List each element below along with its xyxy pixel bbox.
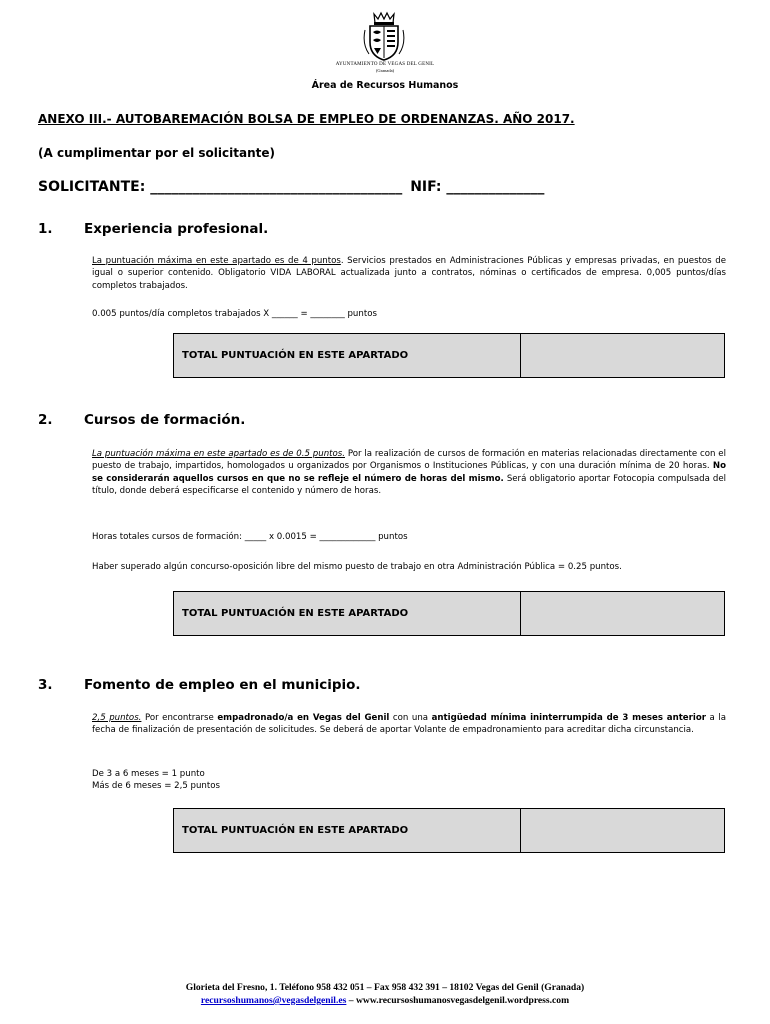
section-2-text-bold: No se considerarán aquellos cursos en que no se refleje el número de horas del mismo. bbox=[92, 461, 726, 484]
organization-name: AYUNTAMIENTO DE VEGAS DEL GENIL bbox=[335, 62, 435, 67]
footer-contact bbox=[100, 995, 670, 1006]
section-2-text-b: Será obligatorio aportar Fotocopia compulsada del título, donde deberá especificarse el contenido y número de horas. bbox=[92, 473, 726, 497]
section-3-bold-a: empadronado/a en Vegas del Genil bbox=[217, 713, 390, 723]
section-2-total-label: TOTAL PUNTUACIÓN EN ESTE APARTADO bbox=[174, 592, 521, 635]
coat-of-arms-logo bbox=[359, 10, 409, 62]
section-3-text-b: con una bbox=[389, 713, 432, 723]
section-1-lead: La puntuación máxima en este apartado es de 4 puntos bbox=[92, 256, 341, 266]
department-name: Área de Recursos Humanos bbox=[311, 80, 459, 91]
section-1-title: Experiencia profesional. bbox=[84, 221, 269, 237]
applicant-field[interactable]: SOLICITANTE: ____________________________________ bbox=[38, 179, 403, 195]
document-subtitle: (A cumplimentar por el solicitante) bbox=[38, 146, 275, 160]
section-3-bold-b: antigüedad mínima ininterrumpida de 3 meses anterior bbox=[431, 713, 706, 723]
section-1-number: 1. bbox=[38, 221, 53, 237]
section-2-number: 2. bbox=[38, 412, 53, 428]
section-3-lead: 2,5 puntos. bbox=[92, 713, 142, 723]
section-1-total-box bbox=[173, 333, 725, 378]
section-2-total-input[interactable] bbox=[521, 592, 724, 635]
section-3-option-1: De 3 a 6 meses = 1 punto bbox=[92, 769, 205, 779]
section-1-total-input[interactable] bbox=[521, 334, 724, 377]
applicant-line bbox=[38, 179, 544, 195]
footer-website: www.recursoshumanosvegasdelgenil.wordpress.com bbox=[355, 995, 570, 1006]
section-3-option-2: Más de 6 meses = 2,5 puntos bbox=[92, 781, 220, 791]
section-3-description bbox=[92, 712, 726, 737]
footer-separator: – bbox=[346, 995, 356, 1006]
section-1-total-label: TOTAL PUNTUACIÓN EN ESTE APARTADO bbox=[174, 334, 521, 377]
section-1-text: . Servicios prestados en Administraciones Públicas y empresas privadas, en puestos de igual o superior contenido. Obligatorio VIDA LABORAL actualizada junto a contratos, nóminas o certificados de empresa. 0,005 puntos/días completos trabajados. bbox=[92, 256, 726, 291]
section-2-formula: Horas totales cursos de formación: _____ x 0.0015 = _____________ puntos bbox=[92, 532, 408, 542]
footer-address: Glorieta del Fresno, 1. Teléfono 958 432 051 – Fax 958 432 391 – 18102 Vegas del Genil (Granada) bbox=[185, 982, 585, 993]
document-title: ANEXO III.- AUTOBAREMACIÓN BOLSA DE EMPLEO DE ORDENANZAS. AÑO 2017. bbox=[38, 112, 575, 126]
section-2-text-a: Por la realización de cursos de formación en materias relacionadas directamente con el puesto de trabajo, impartidos, homologados u organizados por Organismos o Instituciones Públicas, y con una duración mínima de 20 horas. bbox=[92, 449, 726, 472]
section-2-description bbox=[92, 448, 726, 498]
section-2-lead: La puntuación máxima en este apartado es de 0.5 puntos. bbox=[92, 449, 345, 459]
section-2-note: Haber superado algún concurso-oposición libre del mismo puesto de trabajo en otra Administración Pública = 0.25 puntos. bbox=[92, 562, 622, 572]
nif-field[interactable]: NIF: ______________ bbox=[410, 179, 545, 195]
section-3-total-label: TOTAL PUNTUACIÓN EN ESTE APARTADO bbox=[174, 809, 521, 852]
section-3-number: 3. bbox=[38, 677, 53, 693]
section-3-title: Fomento de empleo en el municipio. bbox=[84, 677, 361, 693]
footer-email-link[interactable]: recursoshumanos@vegasdelgenil.es bbox=[200, 995, 347, 1006]
section-1-description bbox=[92, 255, 726, 292]
section-1-formula: 0.005 puntos/día completos trabajados X ______ = ________ puntos bbox=[92, 309, 377, 319]
section-3-total-box bbox=[173, 808, 725, 853]
section-3-text-a: Por encontrarse bbox=[141, 713, 218, 723]
section-2-title: Cursos de formación. bbox=[84, 412, 246, 428]
organization-province: (Granada) bbox=[375, 68, 395, 73]
section-3-total-input[interactable] bbox=[521, 809, 724, 852]
section-2-total-box bbox=[173, 591, 725, 636]
section-3-text-c: a la fecha de finalización de presentación de solicitudes. Se deberá de aportar Volante de empadronamiento para acreditar dicha circunstancia. bbox=[92, 713, 726, 736]
